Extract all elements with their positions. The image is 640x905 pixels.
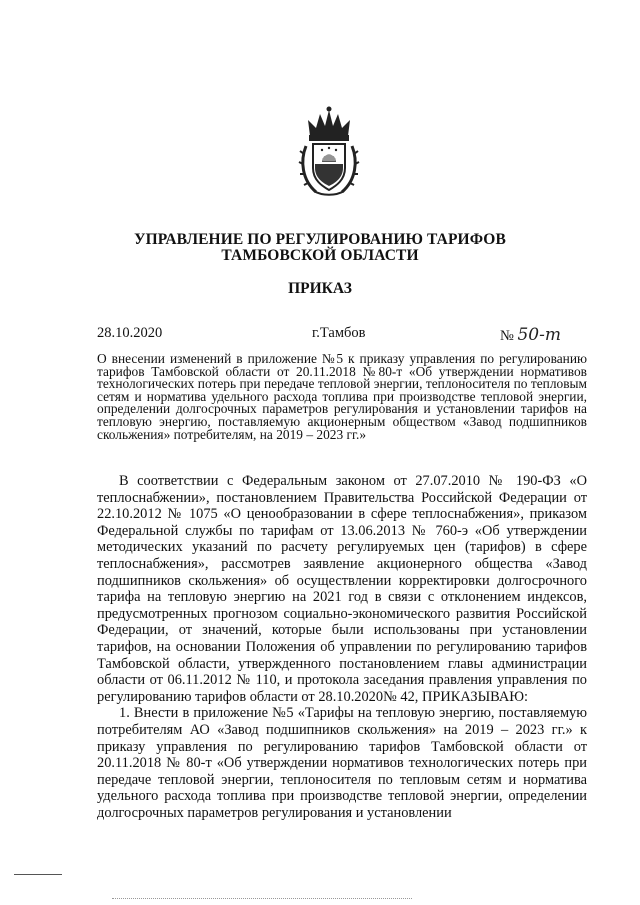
handwritten-number: 50-т bbox=[517, 325, 561, 345]
clause-1-paragraph: 1. Внести в приложение №5 «Тарифы на тепловую энергию, поставляемую потребителям АО «Завод подшипников скольжения» на 2019 – 2023 гг.» к приказу управления по регулированию тарифов Тамбовской области от 20.11.2018 № 80-т «Об утверждении нормативов технологических потерь при передаче тепловой энергии, теплоносителя по тепловым сетям и норматива удельного расхода топлива при производстве тепловой энергии, определении долгосрочных параметров регулирования и установлении bbox=[97, 705, 587, 821]
preamble-paragraph: В соответствии с Федеральным законом от 27.07.2010 № 190-ФЗ «О теплоснабжении», постановлением Правительства Российской Федерации от 22.10.2012 № 1075 «О ценообразовании в сфере теплоснабжения», приказом Федеральной службы по тарифам от 13.06.2013 № 760-э «Об утверждении методических указаний по расчету регулируемых цен (тарифов) в сфере теплоснабжения», рассмотрев заявление акционерного общества «Завод подшипников скольжения» об осуществлении корректировки долгосрочного тарифа на тепловую энергию на 2021 год в связи с отклонением индексов, предусмотренных прогнозом социально-экономического развития Российской Федерации, от значений, которые были использованы при установлении тарифов, на основании Положения об управлении по регулированию тарифов Тамбовской области, утвержденного постановлением главы администрации области от 06.11.2012 № 110, и протокола заседания правления управления по регулированию тарифов области от 28.10.2020№ 42, ПРИКАЗЫВАЮ: bbox=[97, 473, 587, 705]
document-number bbox=[500, 325, 561, 345]
organization-name-line1: УПРАВЛЕНИЕ ПО РЕГУЛИРОВАНИЮ ТАРИФОВ bbox=[134, 231, 506, 248]
order-title: О внесении изменений в приложение №5 к приказу управления по регулированию тарифов Тамбовской области от 20.11.2018 №80-т «Об утверждении нормативов технологических потерь при передаче тепловой энергии, теплоносителя по тепловым сетям и норматива удельного расхода топлива при производстве тепловой энергии, определении долгосрочных параметров регулирования и установлении тарифов на тепловую энергию, поставляемую акционерным обществом «Завод подшипников скольжения» потребителям, на 2019 – 2023 гг.» bbox=[97, 351, 587, 442]
organization-name-line2: ТАМБОВСКОЙ ОБЛАСТИ bbox=[221, 247, 419, 264]
scan-bottom-edge bbox=[112, 898, 412, 899]
document-date: 28.10.2020 bbox=[97, 325, 163, 341]
document-city: г.Тамбов bbox=[312, 325, 366, 341]
footnote-divider bbox=[14, 874, 62, 875]
number-sign: № bbox=[500, 328, 514, 344]
coat-of-arms-emblem bbox=[298, 106, 360, 201]
document-type: ПРИКАЗ bbox=[288, 280, 352, 297]
order-body bbox=[97, 473, 587, 821]
